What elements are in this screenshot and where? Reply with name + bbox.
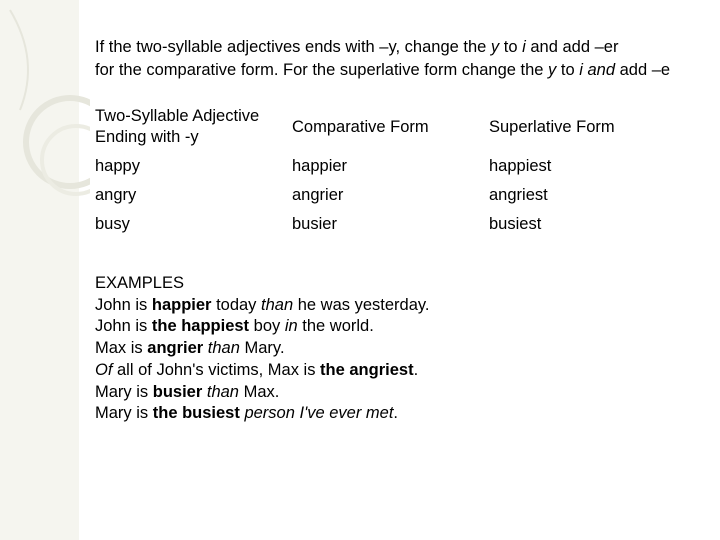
header-comparative: Comparative Form [292, 117, 429, 136]
example-text: John is [95, 317, 152, 336]
decorative-rings [0, 0, 90, 200]
example-text: Mary. [239, 339, 285, 358]
example-italic: Of [95, 360, 113, 379]
example-text: the world. [297, 317, 374, 336]
example-text: Mary is [95, 404, 153, 423]
header-adjective [95, 102, 292, 152]
example-italic: than [261, 295, 294, 314]
intro-text: and add –er [525, 38, 619, 56]
example-text: he was yesterday. [293, 295, 430, 314]
header-superlative: Superlative Form [489, 117, 615, 136]
example-line [95, 295, 430, 317]
intro-line-2 [95, 59, 670, 82]
table-row [95, 152, 689, 181]
example-line [95, 316, 430, 338]
example-text: Mary is [95, 382, 153, 401]
table-row [95, 181, 689, 210]
table-cell: angriest [489, 186, 548, 204]
intro-paragraph [95, 36, 670, 82]
example-text: all of John's victims, Max is [112, 360, 321, 379]
example-bold: the happiest [151, 317, 250, 336]
letter-y: y [548, 61, 557, 79]
table-cell: busy [95, 215, 130, 233]
example-italic: person I've ever met [244, 404, 394, 423]
table-cell: angrier [292, 186, 344, 204]
example-line [95, 382, 430, 404]
example-line [95, 338, 430, 360]
example-text: boy [249, 317, 285, 336]
decor-arc [10, 10, 28, 110]
letter-i: i [522, 38, 526, 56]
intro-line-1 [95, 36, 670, 59]
intro-text: to [556, 61, 580, 79]
example-bold: angrier [147, 339, 204, 358]
intro-text: add –e [615, 61, 671, 79]
header-adjective-line-2: Ending with -y [95, 128, 199, 146]
example-italic: in [284, 317, 298, 336]
example-line [95, 360, 430, 382]
intro-text: to [499, 38, 523, 56]
decor-ring-outer [26, 98, 90, 186]
table-cell: angry [95, 186, 137, 204]
example-italic: than [206, 382, 239, 401]
example-text: today [211, 295, 262, 314]
letter-i-and: i and [579, 61, 616, 79]
letter-y: y [490, 38, 500, 56]
example-text: Max is [95, 339, 148, 358]
table-cell: busiest [489, 215, 542, 233]
example-text: . [413, 360, 419, 379]
examples-title: EXAMPLES [95, 274, 184, 292]
table-cell: happy [95, 157, 140, 175]
table-row [95, 210, 689, 239]
intro-text: for the comparative form. For the superlative form change the [95, 61, 549, 79]
intro-text: If the two-syllable adjectives ends with –y, change the [95, 38, 491, 56]
table-cell: happier [292, 157, 348, 175]
example-bold: the angriest [320, 360, 414, 379]
examples-section [95, 273, 430, 425]
slide-content [95, 0, 720, 540]
example-text: . [393, 404, 399, 423]
example-line [95, 403, 430, 425]
example-bold: busier [152, 382, 203, 401]
table-header-row [95, 102, 689, 152]
table-cell: happiest [489, 157, 552, 175]
example-text: John is [95, 295, 152, 314]
table-cell: busier [292, 215, 337, 233]
example-text: Max. [239, 382, 280, 401]
example-bold: the busiest [152, 404, 240, 423]
example-bold: happier [151, 295, 212, 314]
header-adjective-line-1: Two-Syllable Adjective [95, 107, 260, 125]
adjective-forms-table [95, 102, 689, 239]
example-italic: than [207, 339, 240, 358]
